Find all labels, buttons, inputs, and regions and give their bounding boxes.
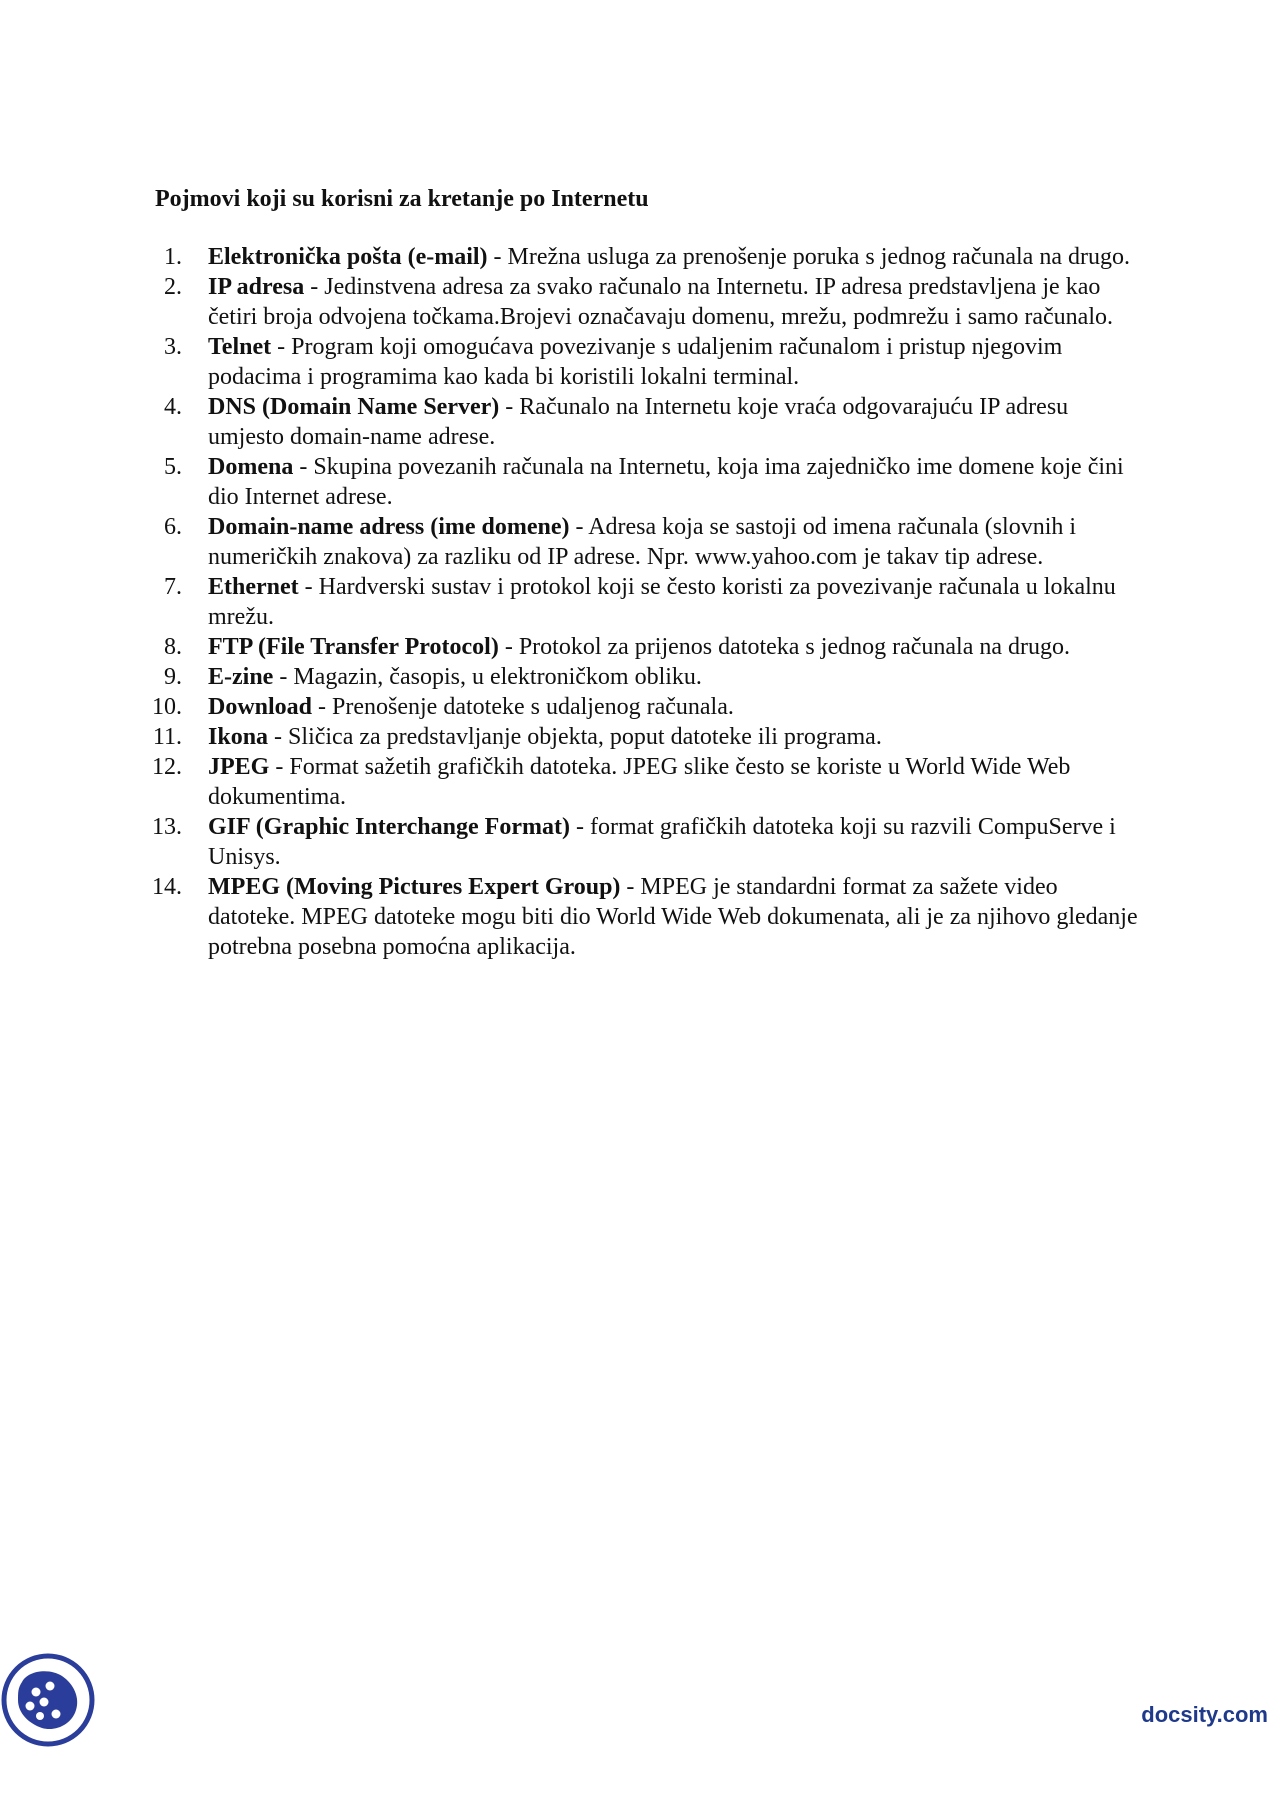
term-description: Magazin, časopis, u elektroničkom obliku. <box>293 664 702 690</box>
list-item <box>150 872 1140 962</box>
term-separator: - <box>569 514 589 540</box>
term-name: Elektronička pošta (e-mail) <box>208 244 488 270</box>
term-name: DNS (Domain Name Server) <box>208 394 500 420</box>
term-name: IP adresa <box>208 274 305 300</box>
term-name: Download <box>208 694 313 720</box>
list-item <box>150 632 1140 662</box>
term-separator: - <box>499 394 520 420</box>
list-item <box>150 572 1140 632</box>
term-separator: - <box>569 814 590 840</box>
item-number: 3. <box>164 334 182 360</box>
term-name: FTP (File Transfer Protocol) <box>208 634 499 660</box>
list-item <box>150 512 1140 572</box>
term-separator: - <box>273 664 294 690</box>
term-description: Sličica za predstavljanje objekta, poput datoteke ili programa. <box>288 724 882 750</box>
term-name: GIF (Graphic Interchange Format) <box>208 814 570 840</box>
term-name: MPEG (Moving Pictures Expert Group) <box>208 874 621 900</box>
term-description: Program koji omogućava povezivanje s udaljenim računalom i pristup njegovim podacima i programima kao kada bi koristili lokalni terminal. <box>208 334 1063 390</box>
item-number: 7. <box>164 574 182 600</box>
term-description: Mrežna usluga za prenošenje poruka s jednog računala na drugo. <box>507 244 1130 270</box>
term-name: Domain-name adress (ime domene) <box>208 514 570 540</box>
item-number: 8. <box>164 634 182 660</box>
page-title: Pojmovi koji su korisni za kretanje po Internetu <box>155 186 649 212</box>
term-separator: - <box>487 244 508 270</box>
item-number: 1. <box>164 244 182 270</box>
term-separator: - <box>304 274 325 300</box>
term-separator: - <box>271 334 292 360</box>
term-description: Računalo na Internetu koje vraća odgovarajuću IP adresu umjesto domain-name adrese. <box>208 394 1069 450</box>
term-separator: - <box>498 634 519 660</box>
list-item <box>150 812 1140 872</box>
list-item <box>150 452 1140 512</box>
term-name: Ethernet <box>208 574 299 600</box>
item-number: 12. <box>152 754 182 780</box>
term-description: MPEG je standardni format za sažete video datoteke. MPEG datoteke mogu biti dio World Wide Web dokumenata, ali je za njihovo gledanje potrebna posebna pomoćna aplikacija. <box>208 874 1138 960</box>
list-item <box>150 332 1140 392</box>
item-number: 4. <box>164 394 182 420</box>
item-number: 6. <box>164 514 182 540</box>
item-number: 13. <box>152 814 182 840</box>
docsity-logo-icon <box>0 1652 96 1748</box>
term-description: Protokol za prijenos datoteka s jednog računala na drugo. <box>518 634 1070 660</box>
term-separator: - <box>269 754 290 780</box>
list-item <box>150 392 1140 452</box>
term-name: JPEG <box>208 754 270 780</box>
term-name: Telnet <box>208 334 272 360</box>
term-separator: - <box>298 574 319 600</box>
term-description: Prenošenje datoteke s udaljenog računala. <box>332 694 734 720</box>
list-item <box>150 692 1140 722</box>
item-number: 10. <box>152 694 182 720</box>
term-description: Adresa koja se sastoji od imena računala (slovnih i numeričkih znakova) za razliku od IP adrese. Npr. www.yahoo.com je takav tip adrese. <box>208 514 1077 570</box>
term-name: Ikona <box>208 724 269 750</box>
item-number: 9. <box>164 664 182 690</box>
term-separator: - <box>312 694 333 720</box>
term-description: Skupina povezanih računala na Internetu, koja ima zajedničko ime domene koje čini dio Internet adrese. <box>208 454 1124 510</box>
term-separator: - <box>268 724 289 750</box>
term-description: Hardverski sustav i protokol koji se često koristi za povezivanje računala u lokalnu mrežu. <box>208 574 1116 630</box>
term-name: Domena <box>208 454 294 480</box>
term-description: Format sažetih grafičkih datoteka. JPEG slike često se koriste u World Wide Web dokumentima. <box>208 754 1071 810</box>
list-item <box>150 752 1140 812</box>
list-item <box>150 722 1140 752</box>
item-number: 5. <box>164 454 182 480</box>
term-name: E-zine <box>208 664 274 690</box>
list-item <box>150 272 1140 332</box>
term-separator: - <box>293 454 314 480</box>
list-item <box>150 662 1140 692</box>
list-item <box>150 242 1140 272</box>
item-number: 11. <box>152 724 182 750</box>
term-list <box>150 242 1140 962</box>
term-description: format grafičkih datoteka koji su razvili CompuServe i Unisys. <box>208 814 1116 870</box>
brand-watermark: docsity.com <box>1141 1702 1268 1727</box>
item-number: 2. <box>164 274 182 300</box>
term-separator: - <box>620 874 641 900</box>
item-number: 14. <box>152 874 182 900</box>
term-description: Jedinstvena adresa za svako računalo na Internetu. IP adresa predstavljena je kao četiri broja odvojena točkama.Brojevi označavaju domenu, mrežu, podmrežu i samo računalo. <box>208 274 1113 330</box>
